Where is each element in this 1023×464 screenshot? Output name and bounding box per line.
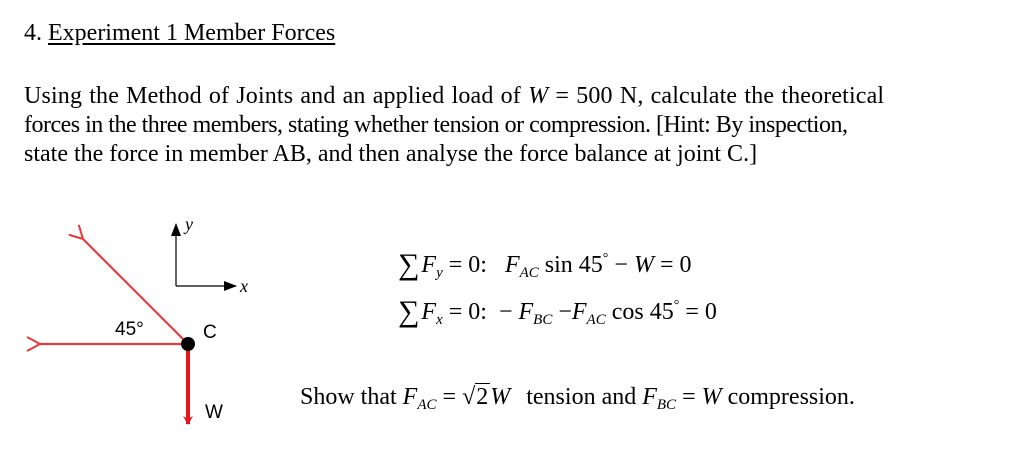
subscript: BC	[533, 312, 553, 328]
load-variable: W	[701, 384, 722, 410]
load-variable: W	[633, 252, 654, 278]
problem-paragraph	[24, 82, 1009, 169]
subscript: AC	[519, 265, 539, 281]
degree-symbol: °	[602, 251, 609, 266]
equals-zero: = 0	[653, 252, 692, 278]
section-title: Experiment 1 Member Forces	[48, 20, 336, 46]
load-variable: W	[490, 384, 511, 410]
operator: −	[608, 252, 634, 278]
force-symbol: F	[518, 299, 534, 325]
section-heading	[24, 16, 335, 50]
force-symbol: F	[421, 252, 437, 278]
load-variable: W	[528, 83, 549, 109]
joint-c-dot	[181, 337, 195, 351]
paragraph-line-2: forces in the three members, stating whether tension or compression. [Hint: By inspection,	[24, 112, 848, 138]
force-symbol: F	[421, 299, 437, 325]
trig-term: cos 45	[605, 299, 674, 325]
force-symbol: F	[571, 299, 587, 325]
sigma-symbol: ∑	[398, 295, 420, 328]
sigma-symbol: ∑	[398, 248, 420, 281]
paragraph-text: Using the Method of Joints and an applied load of	[24, 83, 529, 109]
equals-zero: = 0:	[442, 299, 487, 325]
show-middle: tension and	[520, 384, 643, 410]
force-symbol: F	[642, 384, 657, 410]
equation-sum-fy	[398, 244, 692, 288]
subscript: x	[436, 312, 443, 328]
force-symbol: F	[402, 384, 418, 410]
subscript: AC	[586, 312, 606, 328]
trig-term: sin 45	[538, 252, 603, 278]
square-root	[462, 382, 490, 412]
paragraph-text: = 500 N, calculate the theoretical	[548, 83, 885, 109]
operator: −	[498, 299, 519, 325]
degree-symbol: °	[673, 298, 680, 313]
equation-sum-fx	[398, 291, 717, 335]
angle-label: 45°	[115, 319, 144, 340]
load-label: W	[205, 402, 223, 423]
equals-sign: =	[436, 384, 463, 410]
show-suffix: compression.	[721, 384, 855, 410]
equals-zero: = 0:	[442, 252, 487, 278]
equals-sign: =	[676, 384, 702, 410]
force-symbol: F	[504, 252, 520, 278]
equals-zero: = 0	[679, 299, 717, 325]
show-prefix: Show that	[300, 384, 403, 410]
subscript: AC	[417, 397, 437, 413]
section-number: 4.	[24, 20, 42, 46]
y-axis-label: y	[185, 214, 193, 234]
subscript: BC	[656, 397, 677, 413]
radicand: 2	[476, 384, 489, 410]
joint-label: C	[203, 322, 217, 343]
coordinate-axes	[176, 214, 248, 296]
operator: −	[552, 299, 572, 325]
subscript: y	[436, 265, 443, 281]
show-that-statement	[300, 382, 855, 420]
radical-sign: √	[462, 384, 476, 410]
paragraph-line-3: state the force in member AB, and then analyse the force balance at joint C.]	[24, 141, 758, 167]
x-axis-label: x	[240, 276, 248, 296]
joint-free-body-diagram	[0, 200, 300, 464]
paragraph-line-1	[24, 82, 1009, 111]
